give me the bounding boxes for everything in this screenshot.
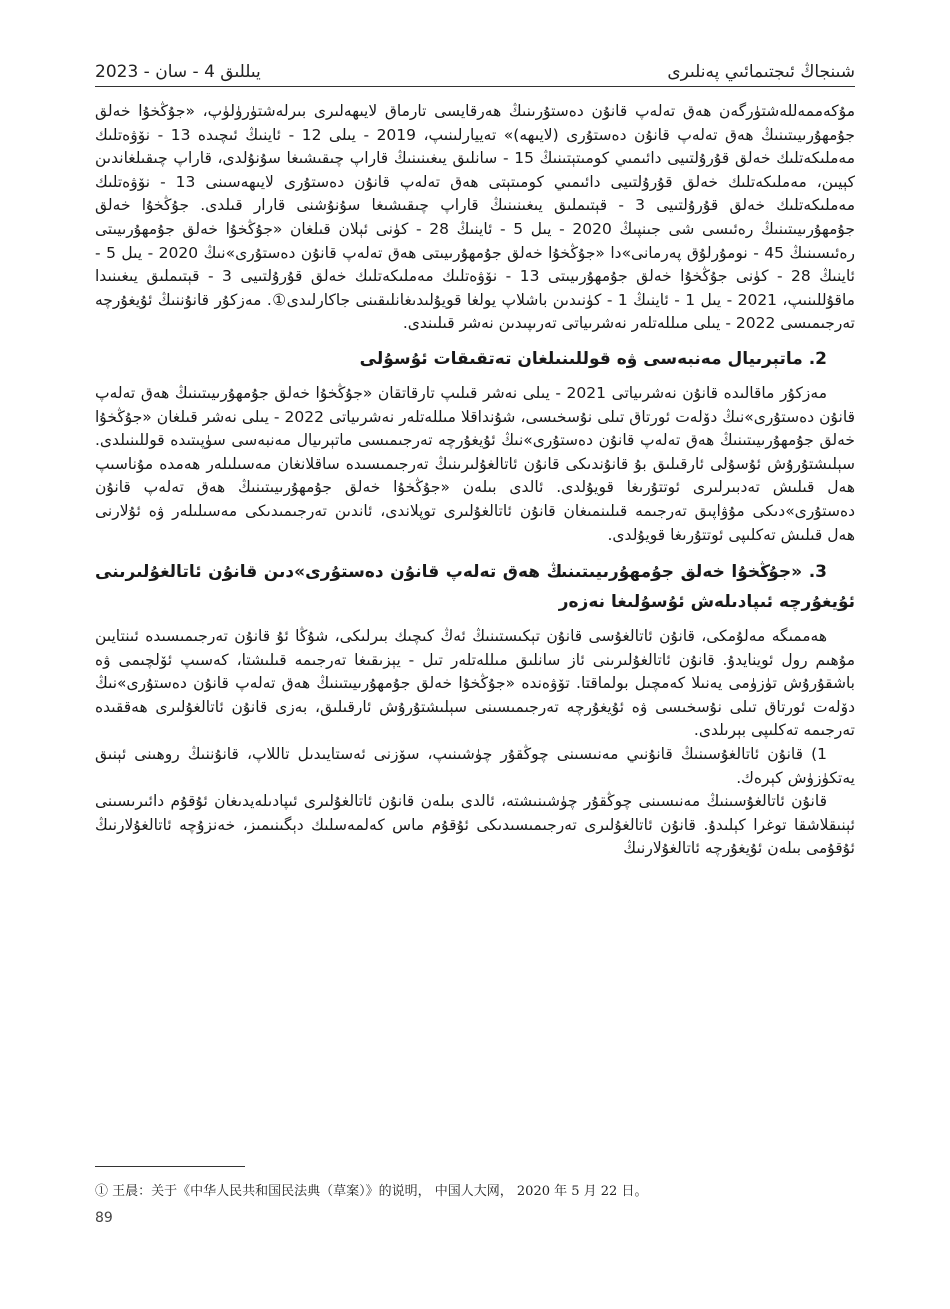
section-heading-2: 2. ماتېرىيال مەنبەسى ۋە قوللىنىلغان تەتقىقات ئۇسۇلى — [359, 348, 827, 369]
header-journal-title: شىنجاڭ ئىجتىمائىي پەنلىرى — [667, 62, 855, 82]
footnote: ① 王晨：关于《中华人民共和国民法典（草案）》的说明， 中国人大网， 2020 年 5 月 22 日。 — [95, 1184, 648, 1199]
paragraph-5: قانۇن ئاتالغۇسىنىڭ مەنىسىنى چوڭقۇر چۈشىنىشتە، ئالدى بىلەن قانۇن ئاتالغۇلىرى ئىپادىلەيدىغان ئۇقۇم دائىرىسىنى ئېنىقلاشقا توغرا كېلىدۇ. قانۇن ئاتالغۇلىرى تەرجىمىسىدىكى ئۇقۇم ماس كەلمەسلىك دېگىنىمىز، خەنزۇچە ئاتالغۇلارنىڭ ئۇقۇمى بىلەن ئۇيغۇرچە ئاتالغۇلارنىڭ — [95, 792, 855, 858]
paragraph-1: مۇكەممەللەشتۈرگەن ھەق تەلەپ قانۇن دەستۇرىنىڭ ھەرقايسى تارماق لايىھەلىرى بىرلەشتۈرۈلۈپ، «جۇڭخۇا خەلق جۇمھۇرىيىتىنىڭ ھەق تەلەپ قانۇن دەستۇرى (لايىھە)» تەييارلىنىپ، 2019 - يىلى 12 - ئاينىڭ ئىچىدە 13 - نۆۋەتلىك مەملىكەتلىك خەلق قۇرۇلتىيى دائىمىي كومىتېتىنىڭ 15 - سانلىق يىغىنىنىڭ قاراپ چىقىشىغا سۇنۇلدى، قاراپ چىقىلغاندىن كېيىن، مەملىكەتلىك خەلق قۇرۇلتىيى دائىمىي كومىتېتى ھەق تەلەپ قانۇن دەستۇرى لايىھەسىنى 13 - نۆۋەتلىك مەملىكەتلىك خەلق قۇرۇلتىيى 3 - قېتىملىق يىغىنىنىڭ قاراپ چىقىشىغا سۇنۇشنى قارار قىلدى. جۇڭخۇا خەلق جۇمھۇرىيىتىنىڭ رەئىسى شى جىنپىڭ 2020 - يىل 5 - ئاينىڭ 28 - كۈنى ئېلان قىلغان «جۇڭخۇا خەلق جۇمھۇرىيىتى رەئىسىنىڭ 45 - نومۇرلۇق پەرمانى»دا «جۇڭخۇا خەلق جۇمھۇرىيىتى ھەق تەلەپ قانۇن دەستۇرى»نىڭ 2020 - يىل 5 - ئاينىڭ 28 - كۈنى جۇڭخۇا خەلق جۇمھۇرىيىتى 13 - نۆۋەتلىك مەملىكەتلىك خەلق قۇرۇلتىيى 3 - قېتىملىق يىغىنىدا ماقۇللىنىپ، 2021 - يىل 1 - ئاينىڭ 1 - كۈنىدىن باشلاپ يولغا قويۇلىدىغانلىقىنى جاكارلىدى①. مەزكۇر قانۇننىڭ ئۇيغۇرچە تەرجىمىسى 2022 - يىلى مىللەتلەر نەشرىياتى تەرىپىدىن نەشر قىلىندى. — [95, 102, 856, 333]
paragraph-3: ھەممىگە مەلۇمكى، قانۇن ئاتالغۇسى قانۇن تېكىستىنىڭ ئەڭ كىچىك بىرلىكى، شۇڭا ئۇ قانۇن تەرجىمىسىدە ئىنتايىن مۇھىم رول ئوينايدۇ. قانۇن ئاتالغۇلىرىنى ئاز سانلىق مىللەتلەر تىل - يېزىقىغا تەرجىمە قىلىشتا، كەسىپ ئۆلچىمى ۋە باشقۇرۇش تۈزۈمى يەنىلا كەمچىل بولماقتا. تۆۋەندە «جۇڭخۇا خەلق جۇمھۇرىيىتىنىڭ ھەق تەلەپ قانۇن دەستۇرى»نىڭ دۆلەت ئورتاق تىلى نۇسخىسى ۋە ئۇيغۇرچە تەرجىمىسىنى سېلىشتۇرۇش ئارقىلىق، بەزى قانۇن ئاتالغۇلىرى ھەققىدە تەرجىمە تەكلىپى بېرىلدى. — [95, 627, 855, 740]
paragraph-4: 1) قانۇن ئاتالغۇسىنىڭ قانۇنىي مەنىسىنى چوڭقۇر چۈشىنىپ، سۆزنى ئەستايىدىل تاللاپ، قانۇننىڭ روھىنى ئېنىق يەتكۈزۈش كېرەك. — [95, 745, 855, 787]
paragraph-2: مەزكۇر ماقالىدە قانۇن نەشرىياتى 2021 - يىلى نەشر قىلىپ تارقاتقان «جۇڭخۇا خەلق جۇمھۇرىيىتىنىڭ ھەق تەلەپ قانۇن دەستۇرى»نىڭ دۆلەت ئورتاق تىلى نۇسخىسى، شۇنداقلا مىللەتلەر نەشرىياتى 2022 - يىلى نەشر قىلغان «جۇڭخۇا خەلق جۇمھۇرىيىتىنىڭ ھەق تەلەپ قانۇن دەستۇرى»نىڭ ئۇيغۇرچە تەرجىمىسى ماتېرىيال مەنبەسى سۈپىتىدە قوللىنىلدى. سېلىشتۇرۇش ئۇسۇلى ئارقىلىق بۇ قانۇندىكى قانۇن ئاتالغۇلىرىنىڭ تەرجىمىسىدە ساقلانغان مەسىلىلەر ھەمدە مۇناسىپ ھەل قىلىش تەدبىرلىرى ئوتتۇرىغا قويۇلدى. ئالدى بىلەن «جۇڭخۇا خەلق جۇمھۇرىيىتىنىڭ ھەق تەلەپ قانۇن دەستۇرى»دىكى مۇۋاپىق تەرجىمە قىلىنمىغان قانۇن ئاتالغۇلىرى توپلاندى، ئاندىن تەرجىمىدىكى مەسىلىلەر ۋە ئۇلارنى ھەل قىلىش تەكلىپى ئوتتۇرىغا قويۇلدى. — [95, 383, 855, 544]
section-heading-3: 3. «جۇڭخۇا خەلق جۇمھۇرىيىتىنىڭ ھەق تەلەپ قانۇن دەستۇرى»دىن قانۇن ئاتالغۇلىرىنى ئۇيغۇرچە ئىپادىلەش ئۇسۇلىغا نەزەر — [95, 562, 855, 613]
header-issue: 2023 - يىللىق 4 - سان — [95, 62, 261, 82]
footnote-rule — [95, 1166, 245, 1167]
article-body — [95, 100, 855, 861]
header-rule — [95, 86, 855, 87]
running-header — [95, 52, 855, 82]
page-number: 89 — [95, 1210, 113, 1226]
